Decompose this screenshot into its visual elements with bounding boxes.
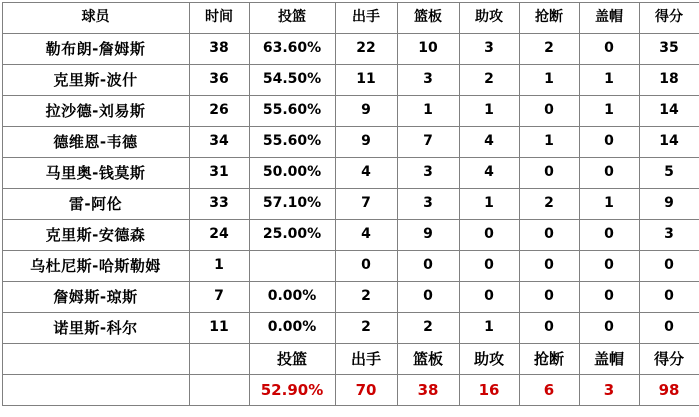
cell-rebounds: 10	[397, 34, 459, 65]
cell-blocks: 0	[579, 127, 639, 158]
cell-assists: 1	[459, 189, 519, 220]
column-header-fg-pct: 投篮	[249, 3, 335, 34]
cell-steals: 0	[519, 220, 579, 251]
totals-steals: 6	[519, 375, 579, 406]
cell-player: 勒布朗-詹姆斯	[2, 34, 189, 65]
cell-steals: 1	[519, 65, 579, 96]
table-row	[2, 65, 699, 96]
totals-header-rebounds: 篮板	[397, 344, 459, 375]
table-row	[2, 34, 699, 65]
cell-assists: 4	[459, 158, 519, 189]
cell-assists: 0	[459, 220, 519, 251]
cell-minutes: 11	[189, 313, 249, 344]
cell-points: 3	[639, 220, 699, 251]
header-row	[2, 3, 699, 34]
cell-assists: 2	[459, 65, 519, 96]
table-row	[2, 282, 699, 313]
totals-header-fg-pct: 投篮	[249, 344, 335, 375]
totals-header-fga: 出手	[335, 344, 397, 375]
cell-fg-pct: 50.00%	[249, 158, 335, 189]
column-header-points: 得分	[639, 3, 699, 34]
cell-fg-pct: 57.10%	[249, 189, 335, 220]
totals-rebounds: 38	[397, 375, 459, 406]
totals-header-spacer-player	[2, 344, 189, 375]
cell-points: 18	[639, 65, 699, 96]
cell-fga: 0	[335, 251, 397, 282]
table-row	[2, 96, 699, 127]
cell-steals: 1	[519, 127, 579, 158]
totals-fga: 70	[335, 375, 397, 406]
cell-fga: 11	[335, 65, 397, 96]
cell-minutes: 38	[189, 34, 249, 65]
cell-steals: 0	[519, 313, 579, 344]
cell-minutes: 26	[189, 96, 249, 127]
column-header-minutes: 时间	[189, 3, 249, 34]
cell-player: 拉沙德-刘易斯	[2, 96, 189, 127]
cell-minutes: 33	[189, 189, 249, 220]
table-row	[2, 313, 699, 344]
cell-fg-pct: 25.00%	[249, 220, 335, 251]
column-header-blocks: 盖帽	[579, 3, 639, 34]
cell-fga: 4	[335, 158, 397, 189]
cell-fga: 2	[335, 313, 397, 344]
cell-rebounds: 7	[397, 127, 459, 158]
cell-fg-pct: 55.60%	[249, 96, 335, 127]
cell-rebounds: 0	[397, 251, 459, 282]
cell-blocks: 1	[579, 65, 639, 96]
totals-spacer-minutes	[189, 375, 249, 406]
cell-rebounds: 0	[397, 282, 459, 313]
cell-rebounds: 3	[397, 189, 459, 220]
cell-assists: 0	[459, 251, 519, 282]
totals-header-spacer-minutes	[189, 344, 249, 375]
cell-points: 14	[639, 127, 699, 158]
totals-fg-pct: 52.90%	[249, 375, 335, 406]
cell-minutes: 34	[189, 127, 249, 158]
cell-steals: 2	[519, 34, 579, 65]
table-row	[2, 251, 699, 282]
cell-assists: 0	[459, 282, 519, 313]
cell-assists: 4	[459, 127, 519, 158]
cell-points: 5	[639, 158, 699, 189]
totals-spacer-player	[2, 375, 189, 406]
cell-steals: 0	[519, 251, 579, 282]
cell-points: 14	[639, 96, 699, 127]
cell-fg-pct: 0.00%	[249, 282, 335, 313]
cell-player: 克里斯-波什	[2, 65, 189, 96]
cell-fg-pct: 63.60%	[249, 34, 335, 65]
table-row	[2, 127, 699, 158]
totals-blocks: 3	[579, 375, 639, 406]
cell-assists: 3	[459, 34, 519, 65]
cell-steals: 0	[519, 282, 579, 313]
cell-minutes: 1	[189, 251, 249, 282]
table-row	[2, 189, 699, 220]
cell-points: 0	[639, 313, 699, 344]
column-header-player: 球员	[2, 3, 189, 34]
cell-player: 诺里斯-科尔	[2, 313, 189, 344]
totals-header-steals: 抢断	[519, 344, 579, 375]
cell-points: 0	[639, 251, 699, 282]
cell-player: 雷-阿伦	[2, 189, 189, 220]
cell-points: 9	[639, 189, 699, 220]
cell-fg-pct: 55.60%	[249, 127, 335, 158]
totals-header-blocks: 盖帽	[579, 344, 639, 375]
column-header-rebounds: 篮板	[397, 3, 459, 34]
cell-player: 克里斯-安德森	[2, 220, 189, 251]
cell-blocks: 0	[579, 158, 639, 189]
table-row	[2, 158, 699, 189]
table-header	[2, 3, 699, 34]
cell-minutes: 36	[189, 65, 249, 96]
cell-steals: 2	[519, 189, 579, 220]
cell-fga: 9	[335, 127, 397, 158]
cell-fga: 2	[335, 282, 397, 313]
cell-fg-pct: 54.50%	[249, 65, 335, 96]
cell-steals: 0	[519, 158, 579, 189]
table-row	[2, 220, 699, 251]
totals-values-row	[2, 375, 699, 406]
cell-steals: 0	[519, 96, 579, 127]
cell-rebounds: 2	[397, 313, 459, 344]
cell-fga: 22	[335, 34, 397, 65]
cell-player: 德维恩-韦德	[2, 127, 189, 158]
cell-blocks: 0	[579, 34, 639, 65]
cell-fg-pct: 0.00%	[249, 313, 335, 344]
cell-blocks: 0	[579, 313, 639, 344]
cell-points: 35	[639, 34, 699, 65]
cell-minutes: 24	[189, 220, 249, 251]
cell-rebounds: 9	[397, 220, 459, 251]
box-score-table	[2, 2, 699, 406]
totals-header-assists: 助攻	[459, 344, 519, 375]
column-header-assists: 助攻	[459, 3, 519, 34]
cell-fga: 7	[335, 189, 397, 220]
cell-minutes: 7	[189, 282, 249, 313]
totals-header-points: 得分	[639, 344, 699, 375]
cell-blocks: 1	[579, 189, 639, 220]
cell-rebounds: 1	[397, 96, 459, 127]
cell-fga: 9	[335, 96, 397, 127]
column-header-steals: 抢断	[519, 3, 579, 34]
cell-blocks: 1	[579, 96, 639, 127]
cell-rebounds: 3	[397, 158, 459, 189]
totals-header-row	[2, 344, 699, 375]
table-body	[2, 34, 699, 406]
cell-fg-pct	[249, 251, 335, 282]
cell-blocks: 0	[579, 251, 639, 282]
cell-points: 0	[639, 282, 699, 313]
cell-player: 马里奥-钱莫斯	[2, 158, 189, 189]
cell-minutes: 31	[189, 158, 249, 189]
cell-player: 詹姆斯-琼斯	[2, 282, 189, 313]
column-header-fga: 出手	[335, 3, 397, 34]
cell-assists: 1	[459, 96, 519, 127]
totals-points: 98	[639, 375, 699, 406]
totals-assists: 16	[459, 375, 519, 406]
cell-fga: 4	[335, 220, 397, 251]
cell-blocks: 0	[579, 220, 639, 251]
cell-player: 乌杜尼斯-哈斯勒姆	[2, 251, 189, 282]
cell-assists: 1	[459, 313, 519, 344]
cell-rebounds: 3	[397, 65, 459, 96]
cell-blocks: 0	[579, 282, 639, 313]
